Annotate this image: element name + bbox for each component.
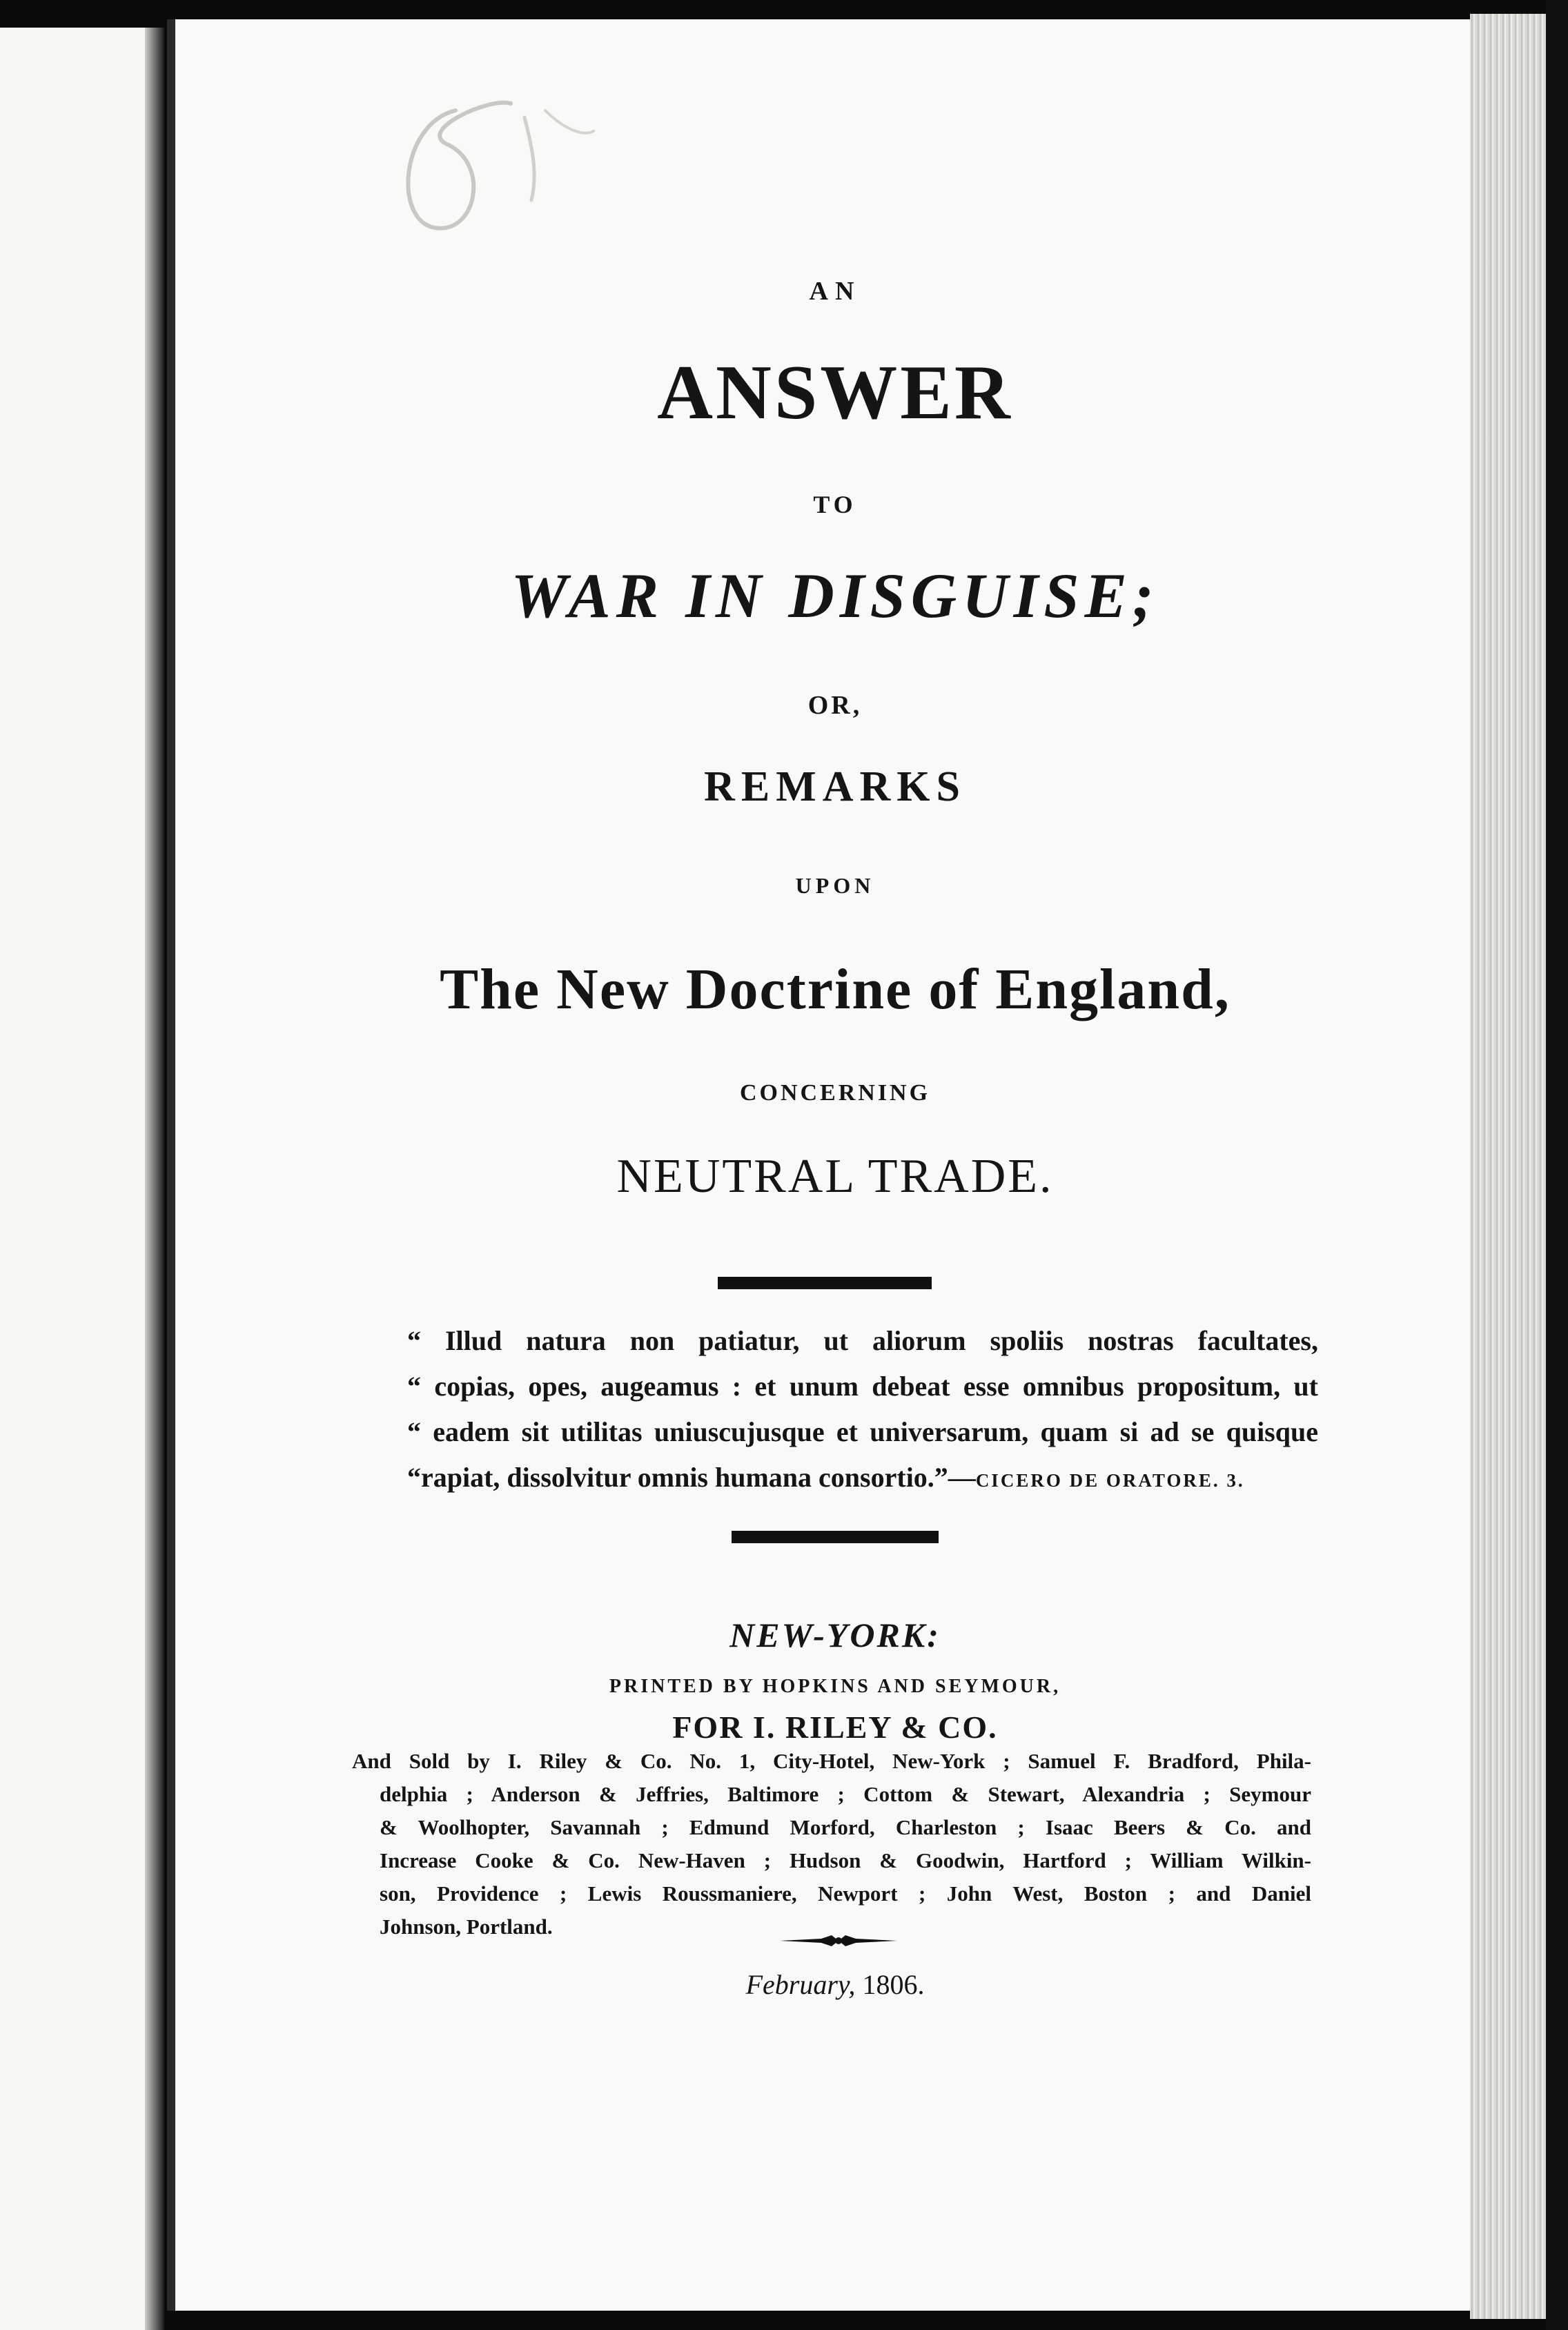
booksellers-line: Increase Cooke & Co. New-Haven ; Hudson & Goodwin, Hartford ; William Wilkin- (380, 1848, 1311, 1872)
date-year: 1806. (862, 1969, 925, 2000)
title-concerning: CONCERNING (739, 1080, 931, 1106)
title-neutral-trade: NEUTRAL TRADE. (616, 1150, 1054, 1203)
imprint-city: NEW-YORK: (729, 1616, 941, 1654)
epigraph-line (407, 1455, 1318, 1503)
booksellers-line: delphia ; Anderson & Jeffries, Baltimore ; Cottom & Stewart, Alexandria ; Seymour (380, 1782, 1311, 1806)
scan-border (1546, 0, 1568, 2330)
facing-page-edge (0, 28, 160, 2330)
title-war-in-disguise: WAR IN DISGUISE; (511, 560, 1159, 631)
imprint-booksellers (352, 1745, 1311, 1944)
title-to: TO (813, 491, 857, 518)
title-upon: UPON (795, 873, 875, 898)
booksellers-line: son, Providence ; Lewis Roussmaniere, Newport ; John West, Boston ; and Daniel (380, 1881, 1311, 1906)
title-new-doctrine: The New Doctrine of England, (440, 957, 1231, 1021)
epigraph-line: “ copias, opes, augeamus : et unum debeat esse omnibus propositum, ut (407, 1371, 1318, 1402)
booksellers-line: And Sold by I. Riley & Co. No. 1, City-Hotel, New-York ; Samuel F. Bradford, Phila- (352, 1749, 1311, 1773)
divider-rule (718, 1277, 932, 1289)
imprint-date (207, 1968, 1463, 2001)
ornament-divider-icon (780, 1932, 897, 1949)
title-or: OR, (807, 691, 863, 720)
title-an: AN (809, 277, 861, 306)
title-answer: ANSWER (657, 350, 1013, 435)
latin-epigraph (407, 1318, 1318, 1503)
imprint-publisher: FOR I. RILEY & CO. (672, 1710, 998, 1745)
pencil-annotation (373, 83, 607, 248)
epigraph-line-text: “rapiat, dissolvitur omnis humana consortio.”— (407, 1462, 976, 1493)
booksellers-line: Johnson, Portland. (380, 1915, 553, 1939)
title-remarks: REMARKS (704, 763, 966, 810)
divider-rule (732, 1531, 939, 1543)
page-fore-edge (1470, 14, 1546, 2319)
imprint-printer: PRINTED BY HOPKINS AND SEYMOUR, (609, 1676, 1061, 1697)
epigraph-line: “ Illud natura non patiatur, ut aliorum spoliis nostras facultates, (407, 1325, 1318, 1356)
date-month: February, (745, 1969, 856, 2000)
epigraph-citation: CICERO DE ORATORE. 3. (975, 1470, 1245, 1491)
epigraph-line: “ eadem sit utilitas uniuscujusque et universarum, quam si ad se quisque (407, 1416, 1318, 1447)
gutter-shadow (145, 28, 164, 2330)
booksellers-line: & Woolhopter, Savannah ; Edmund Morford, Charleston ; Isaac Beers & Co. and (380, 1815, 1311, 1839)
